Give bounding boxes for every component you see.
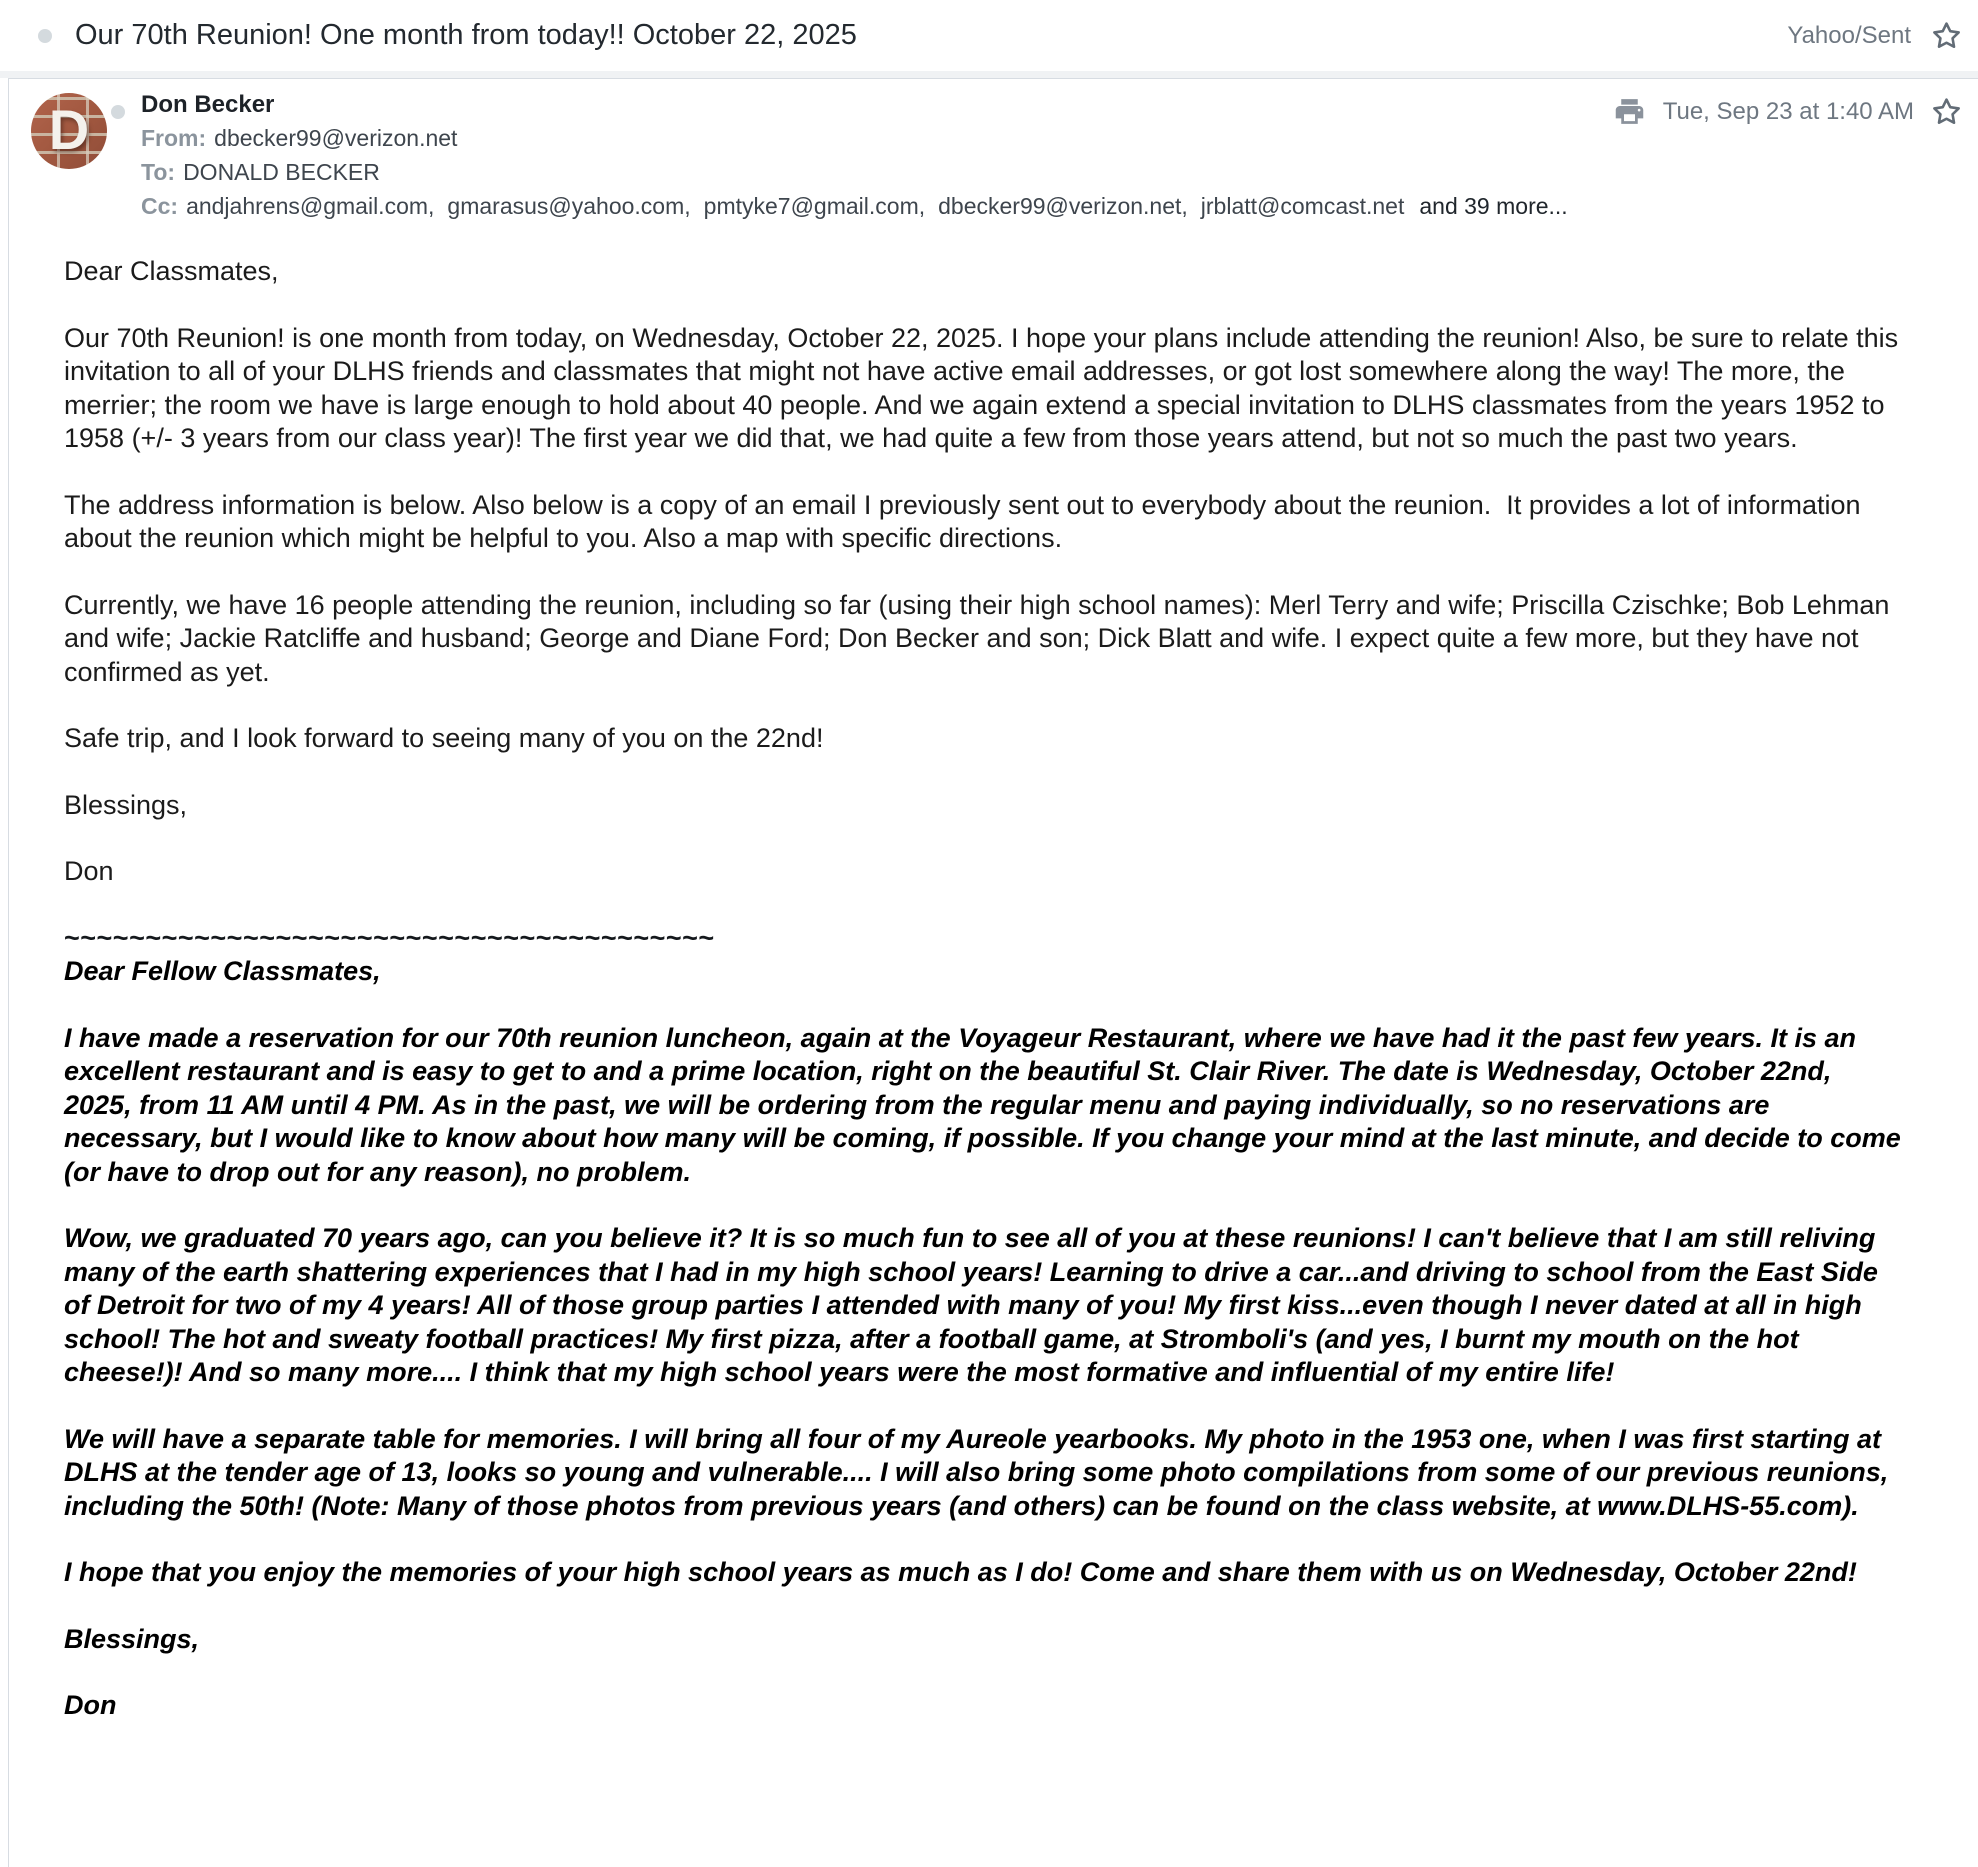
separator — [0, 71, 1978, 78]
email-paragraph: Safe trip, and I look forward to seeing many of you on the 22nd! — [64, 723, 824, 753]
email-paragraph: Our 70th Reunion! is one month from today, on Wednesday, October 22, 2025. I hope your plans include attending the reunion! Also, be sure to relate this invitation to all of your DLHS friends and classmates that might not have active email addresses, or got lost somewhere along the way! The more, the merrier; the room we have is large enough to hold about 40 people. And we again extend a special invitation to DLHS classmates from the years 1952 to 1958 (+/- 3 years from our class year)! The first year we did that, we had quite a few from those years attend, but not so much the past two years. — [64, 322, 1906, 453]
email-paragraph: Wow, we graduated 70 years ago, can you believe it? It is so much fun to see all of you at these reunions! I can't believe that I am still reliving many of the earth shattering experiences that I had in my high school years! Learning to drive a car...and driving to school from the East Side of Detroit for two of my 4 years! All of those group parties I attended with many of you! My first kiss...even though I never dated at all in high school! The hot and sweaty football practices! My first pizza, after a football game, at Stromboli's (and yes, I burnt my mouth on the hot cheese!)! And so many more.... I think that my high school years were the most formative and influential of my entire life! — [64, 1223, 1886, 1387]
star-icon[interactable] — [1931, 96, 1962, 127]
cc-address[interactable]: pmtyke7@gmail.com, — [703, 193, 926, 219]
from-value[interactable]: dbecker99@verizon.net — [214, 125, 458, 151]
unread-dot-icon — [38, 29, 52, 43]
email-paragraph: Blessings, — [64, 789, 188, 820]
avatar-letter: D — [48, 98, 90, 161]
unread-dot-icon — [111, 105, 125, 119]
star-icon[interactable] — [1931, 20, 1962, 51]
email-paragraph: Dear Classmates, — [64, 256, 279, 286]
header-meta — [1613, 95, 1962, 128]
email-paragraph: I hope that you enjoy the memories of your high school years as much as I do! Come and share them with us on Wednesday, October 22nd! — [64, 1557, 1857, 1587]
cc-more-link[interactable]: and 39 more... — [1419, 193, 1568, 219]
subject-bar — [0, 0, 1978, 71]
cc-label: Cc: — [141, 193, 179, 219]
email-paragraph: Currently, we have 16 people attending the reunion, including so far (using their high school names): Merl Terry and wife; Priscilla Czischke; Bob Lehman and wife; Jackie Ratcliffe and husband; George and Diane Ford; Don Becker and son; Dick Blatt and wife. I expect quite a few more, but they have not confirmed as yet. — [64, 589, 1897, 687]
print-icon[interactable] — [1613, 95, 1646, 128]
email-paragraph: The address information is below. Also below is a copy of an email I previously sent out to everybody about the reunion. It provides a lot of information about the reunion which might be helpful to you. Also a map with specific directions. — [64, 489, 1869, 553]
email-card — [8, 78, 1978, 1867]
email-paragraph: Don — [64, 856, 114, 886]
email-subject: Our 70th Reunion! One month from today!! October 22, 2025 — [75, 19, 857, 51]
from-label: From: — [141, 125, 207, 151]
sender-info — [141, 89, 1568, 223]
message-date: Tue, Sep 23 at 1:40 AM — [1662, 97, 1914, 125]
cc-row — [141, 189, 1568, 223]
email-body — [9, 227, 1978, 1723]
email-paragraph: Blessings, — [64, 1623, 200, 1654]
cc-address[interactable]: jrblatt@comcast.net — [1200, 193, 1405, 219]
to-label: To: — [141, 159, 176, 185]
from-row — [141, 121, 1568, 155]
email-paragraph: We will have a separate table for memories. I will bring all four of my Aureole yearbooks. My photo in the 1953 one, when I was first starting at DLHS at the tender age of 13, looks so young and vulnerable.... I will also bring some photo compilations from some of our previous reunions, including the 50th! (Note: Many of those photos from previous years (and others) can be found on the class website, at www.DLHS-55.com). — [64, 1423, 1896, 1521]
to-value[interactable]: DONALD BECKER — [183, 159, 380, 185]
email-paragraph: Dear Fellow Classmates, — [64, 956, 381, 986]
sender-name[interactable]: Don Becker — [141, 91, 275, 118]
to-row — [141, 155, 1568, 189]
folder-label[interactable]: Yahoo/Sent — [1787, 21, 1911, 49]
sender-avatar[interactable] — [31, 93, 107, 169]
cc-address[interactable]: gmarasus@yahoo.com, — [447, 193, 691, 219]
cc-address-list — [186, 193, 1417, 219]
cc-address[interactable]: dbecker99@verizon.net, — [938, 193, 1188, 219]
cc-address[interactable]: andjahrens@gmail.com, — [186, 193, 435, 219]
email-paragraph: ~~~~~~~~~~~~~~~~~~~~~~~~~~~~~~~~~~~~~~~~ — [64, 922, 715, 953]
email-paragraph: Don — [64, 1690, 117, 1720]
email-paragraph: I have made a reservation for our 70th reunion luncheon, again at the Voyageur Restaurant, where we have had it the past few years. It is an excellent restaurant and is easy to get to and a prime location, right on the beautiful St. Clair River. The date is Wednesday, October 22nd, 2025, from 11 AM until 4 PM. As in the past, we will be ordering from the regular menu and paying individually, so no reservations are necessary, but I would like to know about how many will be coming, if possible. If you change your mind at the last minute, and decide to come (or have to drop out for any reason), no problem. — [64, 1022, 1909, 1187]
email-header — [9, 79, 1978, 227]
